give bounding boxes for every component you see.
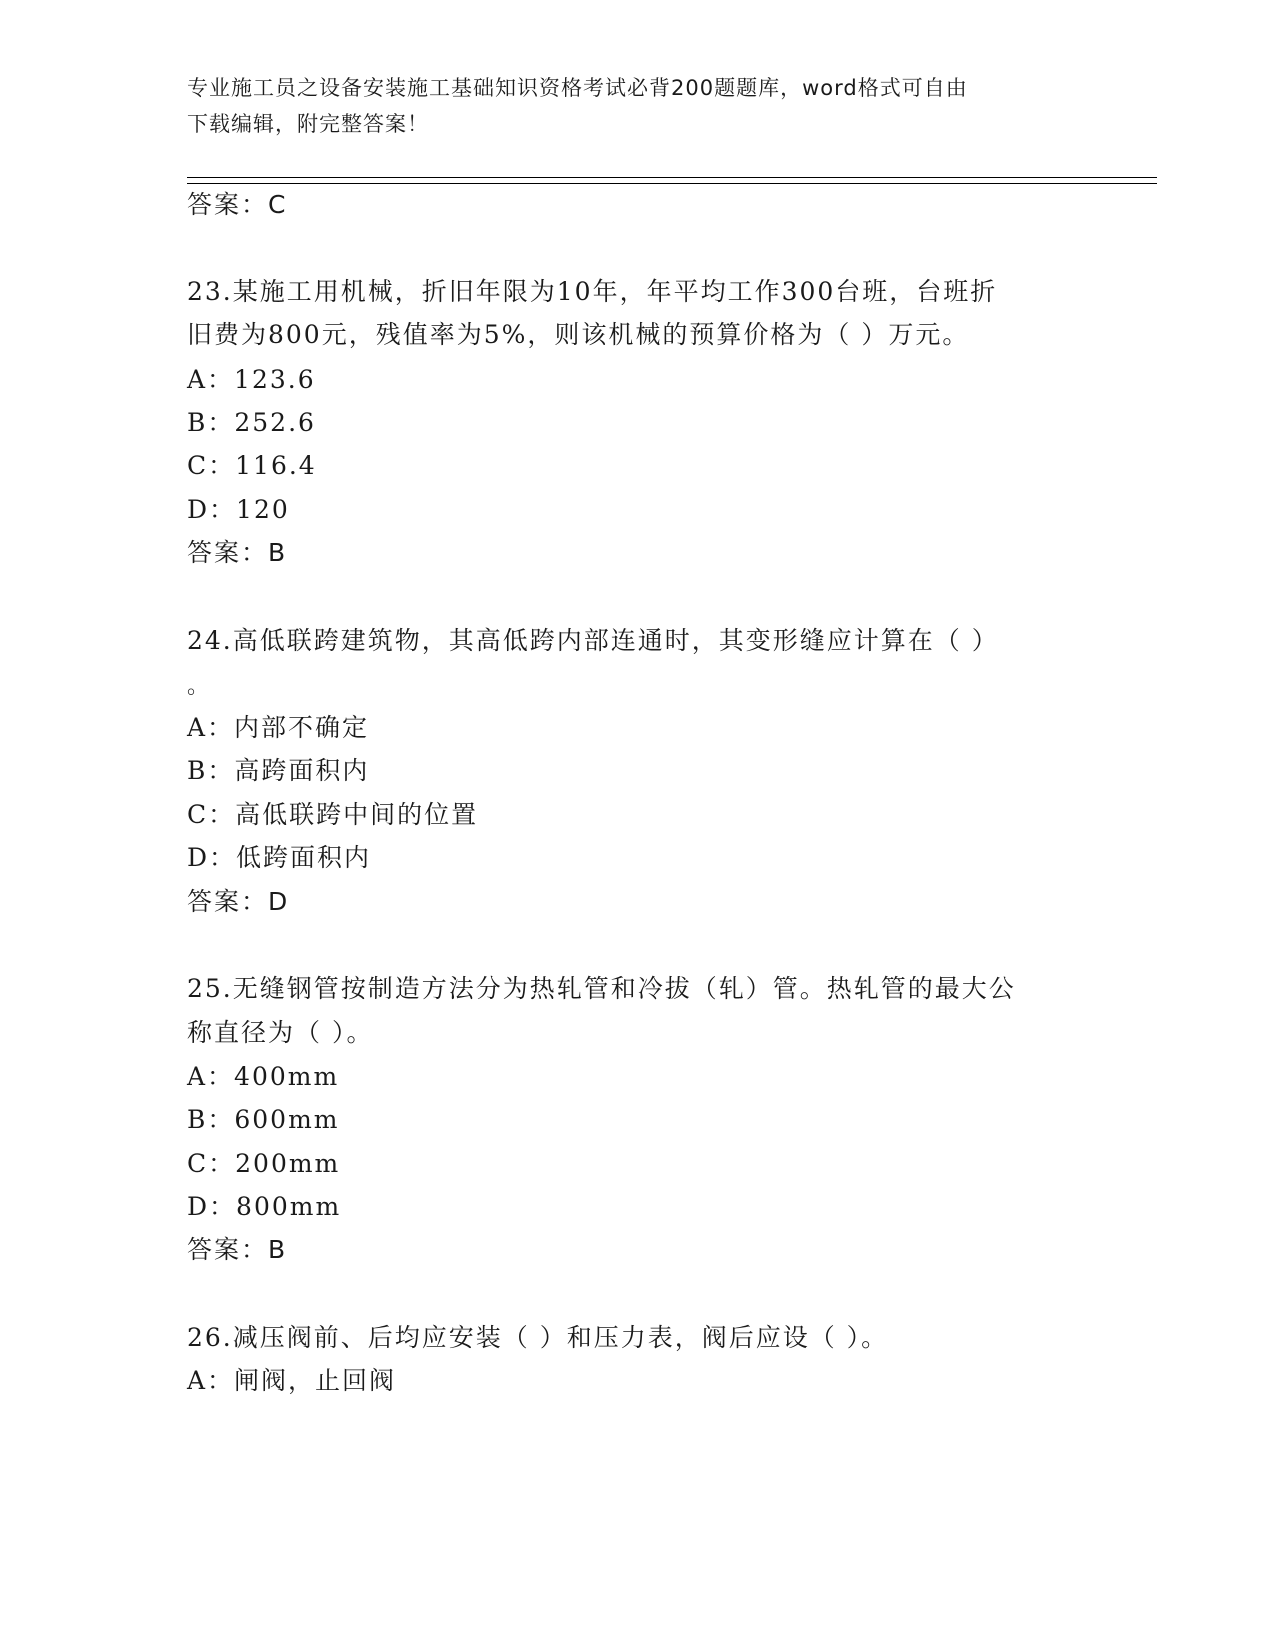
question-23-stem-line-1: 23.某施工用机械，折旧年限为10年，年平均工作300台班，台班折 [187, 277, 998, 306]
question-24-option-b: B：高跨面积内 [187, 756, 370, 785]
question-24-option-c: C：高低联跨中间的位置 [187, 800, 479, 829]
header-double-rule [187, 177, 1157, 184]
question-23-answer: 答案：B [187, 538, 288, 567]
document-header [187, 70, 1087, 142]
question-23-stem-line-2: 旧费为800元，残值率为5%，则该机械的预算价格为（ ）万元。 [187, 320, 970, 349]
question-24-option-a: A：内部不确定 [187, 713, 370, 742]
question-24-option-d: D：低跨面积内 [187, 843, 372, 872]
question-26-stem-line-1: 26.减压阀前、后均应安装（ ）和压力表，阀后应设（ ）。 [187, 1323, 889, 1352]
question-23-option-d: D：120 [187, 495, 290, 524]
question-25-answer: 答案：B [187, 1235, 288, 1264]
question-25-option-b: B：600mm [187, 1105, 340, 1134]
question-25-option-d: D：800mm [187, 1192, 342, 1221]
question-24-stem-line-2: 。 [187, 674, 212, 699]
question-23-option-a: A：123.6 [187, 365, 316, 394]
question-24-stem-line-1: 24.高低联跨建筑物，其高低跨内部连通时，其变形缝应计算在（ ） [187, 626, 999, 655]
header-line-1: 专业施工员之设备安装施工基础知识资格考试必背200题题库，word格式可自由 [187, 76, 968, 100]
question-24-answer: 答案：D [187, 887, 290, 916]
question-23-option-c: C：116.4 [187, 451, 317, 480]
question-25-stem-line-2: 称直径为（ ）。 [187, 1018, 374, 1047]
question-25-stem-line-1: 25.无缝钢管按制造方法分为热轧管和冷拔（轧）管。热轧管的最大公 [187, 974, 1016, 1003]
question-23-option-b: B：252.6 [187, 408, 316, 437]
answer-prev: 答案：C [187, 190, 288, 219]
question-25-option-a: A：400mm [187, 1062, 340, 1091]
question-25-option-c: C：200mm [187, 1149, 341, 1178]
question-26-option-a: A：闸阀，止回阀 [187, 1366, 397, 1395]
header-line-2: 下载编辑，附完整答案！ [187, 112, 429, 136]
